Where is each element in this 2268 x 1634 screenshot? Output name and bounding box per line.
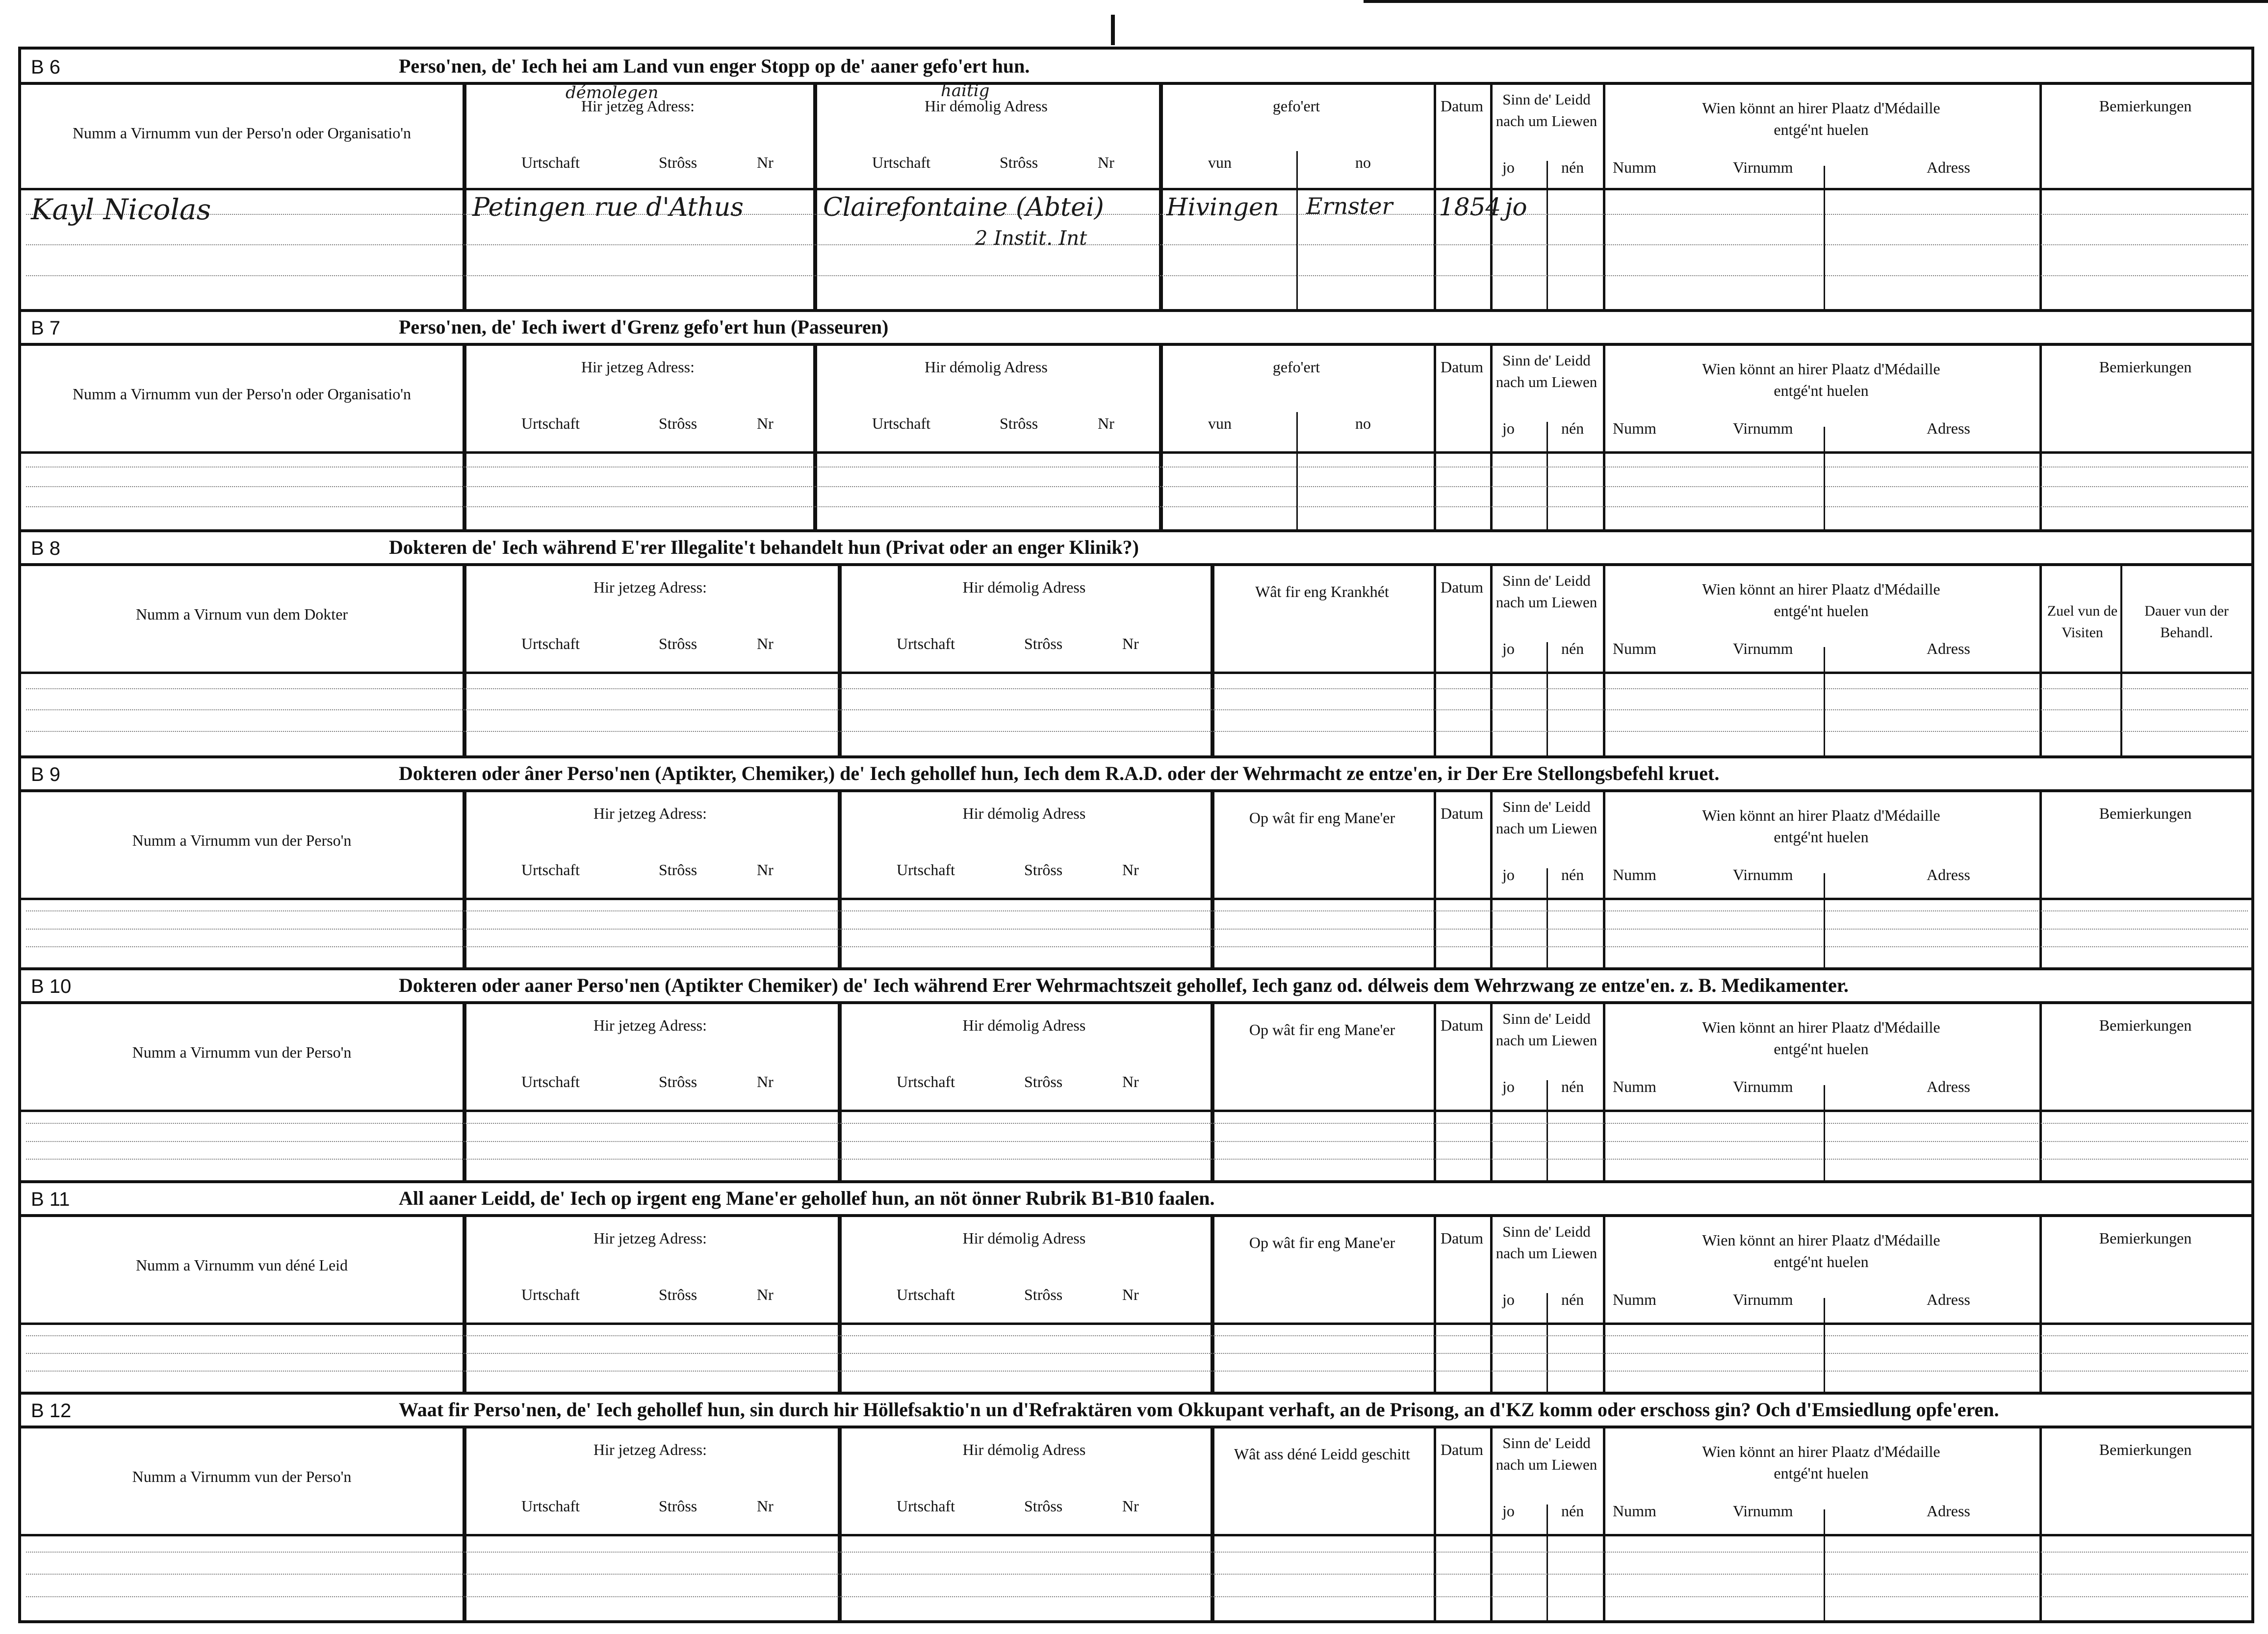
current-address-street: Strôss (659, 1286, 697, 1303)
medal-firstname-header: Virnumm (1733, 1291, 1793, 1308)
entry-dotted-line (26, 1574, 2248, 1575)
form-sheet (18, 47, 2254, 1623)
former-address-street: Strôss (1024, 635, 1063, 652)
former-address-street: Strôss (1024, 861, 1063, 879)
section-label: B 9 (31, 764, 61, 785)
current-address-number: Nr (757, 1286, 773, 1303)
current-address-number: Nr (757, 1073, 773, 1090)
section-title: Dokteren oder âner Perso'nen (Aptikter, Chemiker,) de' Iech gehollef hun, Iech dem R.A.D. oder der Wehrmacht ze entze'en, ir Der Ere Stellongsbefehl kruet. (399, 762, 1720, 784)
medal-address-header: Adress (1927, 1291, 1970, 1308)
former-address-street: Strôss (1000, 415, 1038, 432)
entry-current-address[interactable]: Petingen rue d'Athus (472, 193, 744, 222)
name-column-header: Numm a Virnum vun dem Dokter (135, 605, 348, 623)
entry-dotted-line (26, 486, 2248, 487)
alive-header: Sinn de' Leidd nach um Liewen (1495, 572, 1598, 611)
medal-firstname-header: Virnumm (1733, 419, 1793, 437)
entry-to[interactable]: Ernster (1306, 193, 1393, 219)
section-b10 (21, 969, 2251, 1182)
alive-yes-header: jo (1502, 1078, 1515, 1095)
section-b12 (21, 1393, 2251, 1623)
manner-header: Wât fir eng Krankhét (1255, 583, 1389, 600)
entry-dotted-line (26, 214, 2248, 215)
date-header: Datum (1440, 1016, 1484, 1034)
entry-dotted-line (26, 1123, 2248, 1124)
column-rule (1211, 1428, 1214, 1623)
column-rule (1546, 1293, 1548, 1393)
remarks-header: Bemierkungen (2099, 97, 2192, 115)
current-address-header: Hir jetzeg Adress: (581, 358, 695, 376)
medal-address-header: Adress (1927, 1078, 1970, 1095)
former-address-header: Hir démolig Adress (925, 358, 1048, 376)
column-rule (2039, 566, 2042, 757)
former-address-locality: Urtschaft (872, 415, 931, 432)
section-label: B 11 (31, 1189, 70, 1210)
alive-no-header: nén (1561, 640, 1584, 657)
alive-header: Sinn de' Leidd nach um Liewen (1495, 1434, 1598, 1473)
row-rule (21, 898, 2251, 900)
entry-from[interactable]: Hivingen (1166, 193, 1279, 221)
alive-no-header: nén (1561, 1291, 1584, 1308)
section-title: Dokteren de' Iech während E'rer Illegalite't behandelt hun (Privat oder an enger Klinik?) (389, 536, 1139, 558)
column-rule (1546, 868, 1548, 969)
alive-yes-header: jo (1502, 640, 1515, 657)
entry-dotted-line (26, 929, 2248, 930)
column-rule (1546, 422, 1548, 531)
section-title-row (21, 1393, 2251, 1428)
column-rule (1211, 566, 1214, 757)
row-rule (21, 1110, 2251, 1112)
column-rule (1546, 1504, 1548, 1623)
alive-no-header: nén (1561, 1078, 1584, 1095)
top-tick-mark (1111, 15, 1115, 45)
remarks-header: Bemierkungen (2099, 1016, 2192, 1034)
address-correction-1: démolegen (566, 83, 659, 103)
column-rule (1824, 1085, 1825, 1182)
column-rule (1824, 1509, 1825, 1623)
section-b11 (21, 1182, 2251, 1393)
medal-address-header: Adress (1927, 419, 1970, 437)
current-address-header: Hir jetzeg Adress: (593, 804, 707, 822)
entry-former-address[interactable]: Clairefontaine (Abtei) (823, 193, 1104, 222)
former-address-header: Hir démolig Adress (925, 97, 1048, 115)
name-column-header: Numm a Virnumm vun der Perso'n oder Organisatio'n (72, 385, 412, 403)
current-address-locality: Urtschaft (521, 1286, 580, 1303)
column-rule (1490, 566, 1493, 757)
former-address-locality: Urtschaft (872, 154, 931, 171)
column-rule (1824, 1298, 1825, 1393)
former-address-number: Nr (1122, 635, 1139, 652)
alive-header: Sinn de' Leidd nach um Liewen (1495, 352, 1598, 390)
section-label: B 6 (31, 56, 61, 78)
current-address-number: Nr (757, 1497, 773, 1515)
column-rule (1490, 1428, 1493, 1623)
entry-former-address-line2[interactable]: 2 Instit. Int (975, 227, 1087, 250)
column-rule (463, 85, 466, 311)
entry-dotted-line (26, 506, 2248, 507)
alive-header: Sinn de' Leidd nach um Liewen (1495, 1010, 1598, 1049)
former-address-locality: Urtschaft (897, 1073, 955, 1090)
medal-firstname-header: Virnumm (1733, 866, 1793, 883)
current-address-number: Nr (757, 635, 773, 652)
section-label: B 7 (31, 317, 61, 339)
current-address-locality: Urtschaft (521, 154, 580, 171)
row-rule (21, 672, 2251, 674)
remarks-header: Bemierkungen (2099, 1441, 2192, 1458)
row-rule (21, 1323, 2251, 1325)
medal-recipient-header: Wien könnt an hirer Plaatz d'Médaille entgé'nt huelen (1702, 580, 1940, 620)
entry-dotted-line (26, 275, 2248, 276)
current-address-header: Hir jetzeg Adress: (593, 578, 707, 596)
alive-header: Sinn de' Leidd nach um Liewen (1495, 798, 1598, 837)
manner-header: Op wât fir eng Mane'er (1249, 1234, 1395, 1251)
entry-dotted-line (26, 946, 2248, 947)
entry-dotted-line (26, 731, 2248, 732)
entry-dotted-line (26, 244, 2248, 245)
former-address-locality: Urtschaft (897, 1286, 955, 1303)
medal-recipient-header: Wien könnt an hirer Plaatz d'Médaille entgé'nt huelen (1702, 1443, 1940, 1482)
former-address-locality: Urtschaft (897, 861, 955, 879)
medal-name-header: Numm (1613, 158, 1656, 176)
section-title-row (21, 531, 2251, 566)
column-rule (1159, 85, 1163, 311)
current-address-street: Strôss (659, 635, 697, 652)
column-rule (1546, 1080, 1548, 1182)
section-title-row (21, 1182, 2251, 1217)
name-column-header: Numm a Virnumm vun der Perso'n (132, 1043, 352, 1061)
medal-recipient-header: Wien könnt an hirer Plaatz d'Médaille entgé'nt huelen (1702, 360, 1940, 399)
visit-count-header: Zuel vun de Visiten (2047, 603, 2118, 641)
column-rule (1490, 346, 1493, 531)
section-b8 (21, 531, 2251, 757)
former-address-header: Hir démolig Adress (962, 1229, 1086, 1247)
date-header: Datum (1440, 1229, 1484, 1247)
current-address-street: Strôss (659, 861, 697, 879)
former-address-number: Nr (1122, 861, 1139, 879)
column-rule (1824, 166, 1825, 311)
address-correction-2: haitig (941, 81, 990, 101)
name-column-header: Numm a Virnumm vun der Perso'n oder Organisatio'n (72, 124, 412, 142)
entry-dotted-line (26, 1159, 2248, 1160)
remarks-header: Bemierkungen (2099, 1229, 2192, 1247)
date-header: Datum (1440, 578, 1484, 596)
section-title-row (21, 311, 2251, 346)
entry-dotted-line (26, 1596, 2248, 1597)
remarks-header: Bemierkungen (2099, 358, 2192, 376)
column-rule (1434, 85, 1436, 311)
current-address-street: Strôss (659, 154, 697, 171)
former-address-locality: Urtschaft (897, 635, 955, 652)
alive-yes-header: jo (1502, 419, 1515, 437)
current-address-street: Strôss (659, 415, 697, 432)
medal-recipient-header: Wien könnt an hirer Plaatz d'Médaille entgé'nt huelen (1702, 1231, 1940, 1271)
medal-firstname-header: Virnumm (1733, 158, 1793, 176)
current-address-number: Nr (757, 861, 773, 879)
section-b6 (21, 50, 2251, 311)
column-rule (1211, 1217, 1214, 1393)
entry-dotted-line (26, 1353, 2248, 1354)
former-address-header: Hir démolig Adress (962, 578, 1086, 596)
former-address-header: Hir démolig Adress (962, 804, 1086, 822)
entry-alive-yes[interactable]: jo (1505, 193, 1527, 221)
former-address-number: Nr (1122, 1073, 1139, 1090)
former-address-header: Hir démolig Adress (962, 1441, 1086, 1458)
current-address-locality: Urtschaft (521, 861, 580, 879)
column-rule (1546, 642, 1548, 757)
entry-dotted-line (26, 1552, 2248, 1553)
section-label: B 8 (31, 538, 61, 559)
current-address-header: Hir jetzeg Adress: (593, 1441, 707, 1458)
section-title: Perso'nen, de' Iech iwert d'Grenz gefo'ert hun (Passeuren) (399, 316, 889, 338)
current-address-street: Strôss (659, 1497, 697, 1515)
medal-firstname-header: Virnumm (1733, 1078, 1793, 1095)
medal-firstname-header: Virnumm (1733, 640, 1793, 657)
former-address-number: Nr (1098, 415, 1114, 432)
column-rule (1296, 412, 1298, 531)
transport-to-header: no (1355, 415, 1371, 432)
entry-date[interactable]: 1854 (1439, 193, 1501, 221)
section-title-row (21, 969, 2251, 1004)
current-address-header: Hir jetzeg Adress: (581, 97, 695, 115)
medal-name-header: Numm (1613, 640, 1656, 657)
former-address-number: Nr (1122, 1286, 1139, 1303)
name-column-header: Numm a Virnumm vun der Perso'n (132, 831, 352, 849)
column-rule (1296, 151, 1298, 311)
row-rule (21, 1534, 2251, 1536)
current-address-locality: Urtschaft (521, 1497, 580, 1515)
section-b9 (21, 757, 2251, 969)
medal-recipient-header: Wien könnt an hirer Plaatz d'Médaille entgé'nt huelen (1702, 99, 1940, 138)
column-rule (2039, 85, 2042, 311)
entry-dotted-line (26, 1371, 2248, 1372)
current-address-locality: Urtschaft (521, 1073, 580, 1090)
alive-yes-header: jo (1502, 158, 1515, 176)
column-rule (1824, 427, 1825, 531)
row-rule (21, 451, 2251, 454)
entry-dotted-line (26, 910, 2248, 911)
column-rule (813, 85, 817, 311)
former-address-header: Hir démolig Adress (962, 1016, 1086, 1034)
medal-firstname-header: Virnumm (1733, 1502, 1793, 1520)
medal-name-header: Numm (1613, 866, 1656, 883)
section-b7 (21, 311, 2251, 531)
section-title: Waat fir Perso'nen, de' Iech gehollef hun, sin durch hir Höllefsaktio'n un d'Refraktären vom Okkupant verhaft, an de Prisong, an d'KZ komm oder erschoss gin? Och d'Emsiedlung opfe'eren. (399, 1399, 1999, 1421)
alive-no-header: nén (1561, 1502, 1584, 1520)
medal-recipient-header: Wien könnt an hirer Plaatz d'Médaille entgé'nt huelen (1702, 806, 1940, 846)
alive-header: Sinn de' Leidd nach um Liewen (1495, 91, 1598, 130)
entry-dotted-line (26, 709, 2248, 710)
alive-yes-header: jo (1502, 1502, 1515, 1520)
column-rule (1211, 792, 1214, 969)
row-rule (21, 188, 2251, 190)
alive-no-header: nén (1561, 158, 1584, 176)
column-rule (1490, 1004, 1493, 1182)
section-title: All aaner Leidd, de' Iech op irgent eng Mane'er gehollef hun, an nöt önner Rubrik B1-B10 faalen. (399, 1187, 1215, 1209)
current-address-street: Strôss (659, 1073, 697, 1090)
alive-header: Sinn de' Leidd nach um Liewen (1495, 1223, 1598, 1262)
transport-from-header: vun (1208, 154, 1232, 171)
treatment-duration-header: Dauer vun der Behandl. (2144, 603, 2229, 641)
section-title-row (21, 757, 2251, 792)
alive-yes-header: jo (1502, 866, 1515, 883)
transport-header: gefo'ert (1272, 358, 1320, 376)
medal-address-header: Adress (1927, 1502, 1970, 1520)
former-address-locality: Urtschaft (897, 1497, 955, 1515)
column-rule (1490, 1217, 1493, 1393)
name-column-header: Numm a Virnumm vun der Perso'n (132, 1468, 352, 1485)
former-address-street: Strôss (1024, 1073, 1063, 1090)
current-address-locality: Urtschaft (521, 415, 580, 432)
medal-address-header: Adress (1927, 640, 1970, 657)
column-rule (2120, 566, 2122, 757)
current-address-header: Hir jetzeg Adress: (593, 1016, 707, 1034)
section-title: Dokteren oder aaner Perso'nen (Aptikter Chemiker) de' Iech während Erer Wehrmachtszeit gehollef, Iech ganz od. délweis dem Wehrzwang ze entze'en. z. B. Medikamenter. (399, 974, 1849, 996)
manner-header: Wât ass déné Leidd geschitt (1234, 1445, 1410, 1463)
medal-recipient-header: Wien könnt an hirer Plaatz d'Médaille entgé'nt huelen (1702, 1018, 1940, 1058)
date-header: Datum (1440, 1441, 1484, 1458)
alive-yes-header: jo (1502, 1291, 1515, 1308)
date-header: Datum (1440, 804, 1484, 822)
former-address-street: Strôss (1024, 1497, 1063, 1515)
column-rule (1824, 647, 1825, 757)
medal-name-header: Numm (1613, 1078, 1656, 1095)
entry-name[interactable]: Kayl Nicolas (31, 193, 211, 226)
current-address-header: Hir jetzeg Adress: (593, 1229, 707, 1247)
medal-name-header: Numm (1613, 1502, 1656, 1520)
section-label: B 10 (31, 976, 72, 997)
former-address-street: Strôss (1000, 154, 1038, 171)
former-address-number: Nr (1122, 1497, 1139, 1515)
entry-dotted-line (26, 1335, 2248, 1336)
column-rule (1490, 792, 1493, 969)
section-title: Perso'nen, de' Iech hei am Land vun enger Stopp op de' aaner gefo'ert hun. (399, 55, 1030, 77)
entry-dotted-line (26, 688, 2248, 689)
transport-header: gefo'ert (1272, 97, 1320, 115)
remarks-header: Bemierkungen (2099, 804, 2192, 822)
transport-from-header: vun (1208, 415, 1232, 432)
former-address-number: Nr (1098, 154, 1114, 171)
former-address-street: Strôss (1024, 1286, 1063, 1303)
column-rule (1824, 873, 1825, 969)
current-address-number: Nr (757, 415, 773, 432)
date-header: Datum (1440, 97, 1484, 115)
top-border-line (1364, 0, 2268, 3)
date-header: Datum (1440, 358, 1484, 376)
current-address-locality: Urtschaft (521, 635, 580, 652)
column-rule (1211, 1004, 1214, 1182)
alive-no-header: nén (1561, 866, 1584, 883)
alive-no-header: nén (1561, 419, 1584, 437)
column-rule (1546, 161, 1548, 311)
manner-header: Op wât fir eng Mane'er (1249, 809, 1395, 827)
medal-name-header: Numm (1613, 1291, 1656, 1308)
name-column-header: Numm a Virnumm vun déné Leid (135, 1256, 348, 1274)
manner-header: Op wât fir eng Mane'er (1249, 1021, 1395, 1038)
entry-dotted-line (26, 1141, 2248, 1142)
current-address-number: Nr (757, 154, 773, 171)
medal-name-header: Numm (1613, 419, 1656, 437)
section-label: B 12 (31, 1400, 72, 1422)
transport-to-header: no (1355, 154, 1371, 171)
medal-address-header: Adress (1927, 866, 1970, 883)
section-title-row (21, 50, 2251, 85)
medal-address-header: Adress (1927, 158, 1970, 176)
